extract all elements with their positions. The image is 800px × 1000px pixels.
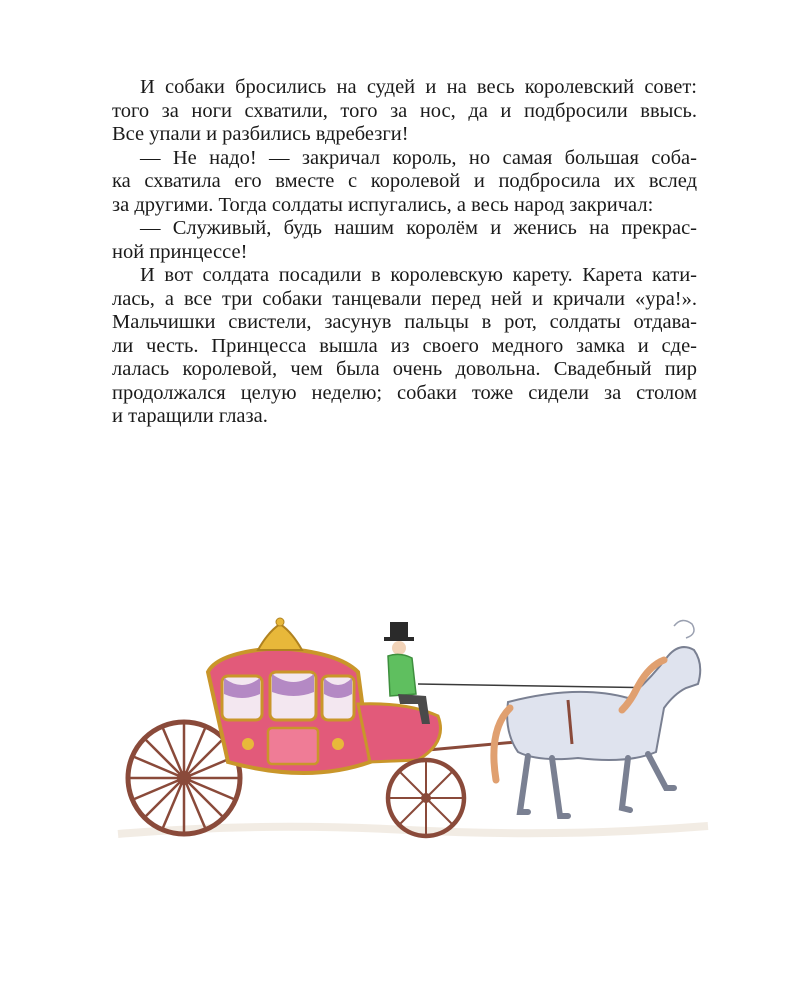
text-line: и таращили глаза. [112, 405, 268, 427]
text-line: ли честь. Принцесса вышла из своего медного замка и сде- [112, 334, 697, 357]
text-line: — Служивый, будь нашим королём и женись на прекрас- [140, 217, 697, 239]
paragraph-2 [112, 147, 697, 218]
text-line: лалась королевой, чем была очень довольна. Свадебный пир [112, 358, 697, 380]
text-line: продолжался целую неделю; собаки тоже сидели за столом [112, 381, 697, 404]
front-wheel [388, 760, 464, 836]
paragraph-1 [112, 76, 697, 147]
text-line: Мальчишки свистели, засунув пальцы в рот, солдаты отдава- [112, 311, 697, 333]
text-line: за другими. Тогда солдаты испугались, а весь народ закричал: [112, 193, 654, 216]
text-line: Все упали и разбились вдребезги! [112, 123, 409, 145]
reins [418, 684, 668, 688]
text-line: — Не надо! — закричал король, но самая большая соба- [140, 146, 697, 169]
horse [494, 620, 700, 816]
text-line: того за ноги схватили, того за нос, да и подбросили ввысь. [112, 99, 697, 122]
paragraph-3 [112, 217, 697, 264]
text-line: ной принцессе! [112, 240, 248, 263]
text-line: лась, а все три собаки танцевали перед ней и кричали «ура!». [112, 287, 697, 310]
carriage-with-horse-icon [108, 612, 718, 862]
paragraph-4 [112, 264, 697, 429]
text-line: ка схватила его вместе с королевой и подбросила их вслед [112, 170, 697, 192]
text-line: И вот солдата посадили в королевскую карету. Карета кати- [140, 264, 697, 286]
text-line: И собаки бросились на судей и на весь королевский совет: [140, 76, 697, 98]
story-text [112, 76, 697, 429]
